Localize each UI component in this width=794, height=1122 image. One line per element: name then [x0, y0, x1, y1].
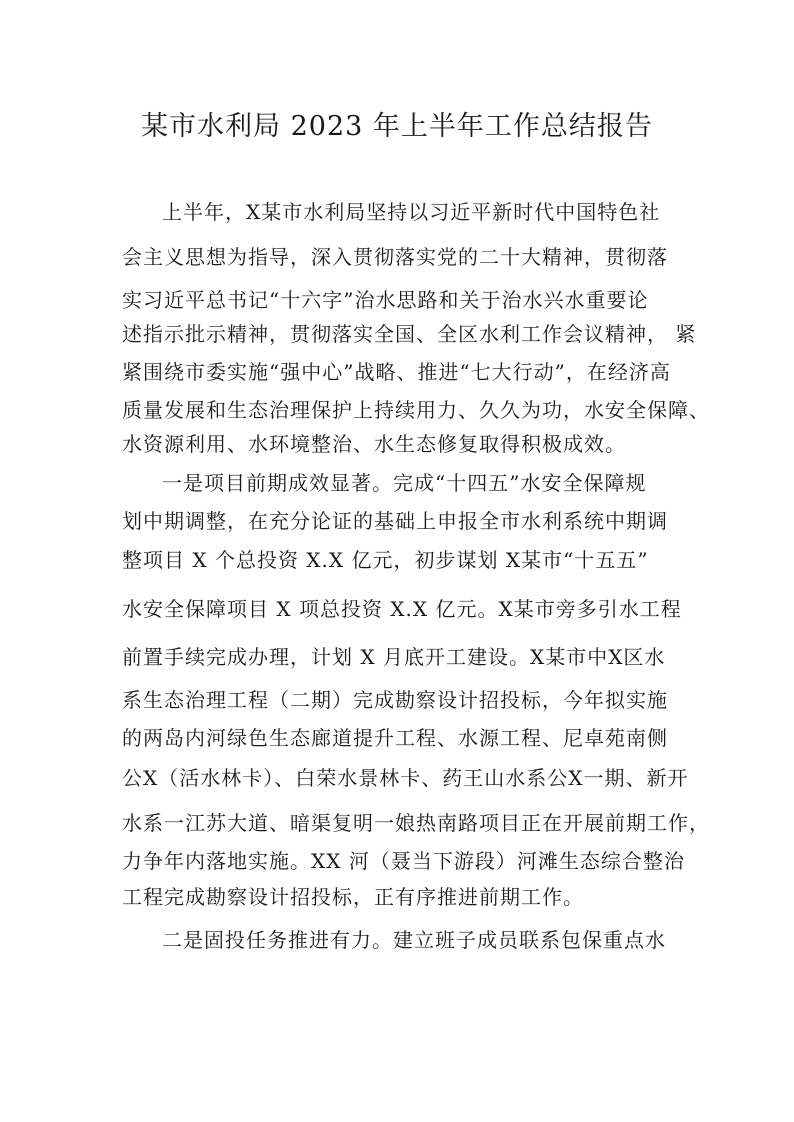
- body-line: 水系一江苏大道、暗渠复明一娘热南路项目正在开展前期工作，: [122, 811, 710, 835]
- body-line: 公X（活水林卡）、白荣水景林卡、药王山水系公X一期、新开: [122, 766, 689, 790]
- body-line: 述指示批示精神，贯彻落实全国、全区水利工作会议精神， 紧: [122, 322, 697, 346]
- body-line: 前置手续完成办理，计划 X 月底开工建设。X某市中X区水: [122, 645, 666, 669]
- body-line: 紧围绕市委实施“强中心”战略、推进“七大行动”，在经济高: [122, 360, 671, 384]
- body-line: 水资源利用、水环境整治、水生态修复取得积极成效。: [122, 432, 626, 456]
- body-line: 的两岛内河绿色生态廊道提升工程、水源工程、尼卓苑南侧: [122, 726, 668, 750]
- body-line: 质量发展和生态治理保护上持续用力、久久为功，水安全保障、: [122, 398, 710, 422]
- body-line: 上半年，X某市水利局坚持以习近平新时代中国特色社: [162, 200, 661, 224]
- body-line: 二是固投任务推进有力。建立班子成员联系包保重点水: [162, 928, 666, 952]
- body-line: 会主义思想为指导，深入贯彻落实党的二十大精神，贯彻落: [122, 245, 668, 269]
- body-line: 一是项目前期成效显著。完成“十四五”水安全保障规: [162, 471, 647, 495]
- body-line: 实习近平总书记“十六字”治水思路和关于治水兴水重要论: [122, 288, 649, 312]
- body-line: 水安全保障项目 X 项总投资 X.X 亿元。X某市旁多引水工程: [122, 597, 682, 621]
- body-line: 系生态治理工程（二期）完成勘察设计招投标，今年拟实施: [122, 688, 668, 712]
- body-line: 整项目 X 个总投资 X.X 亿元，初步谋划 X某市“十五五”: [122, 548, 649, 572]
- body-line: 力争年内落地实施。XX 河（聂当下游段）河滩生态综合整治: [122, 849, 685, 873]
- body-line: 划中期调整，在充分论证的基础上申报全市水利系统中期调: [122, 509, 668, 533]
- document-title: 某市水利局 2023 年上半年工作总结报告: [141, 111, 653, 142]
- body-line: 工程完成勘察设计招投标，正有序推进前期工作。: [122, 885, 584, 909]
